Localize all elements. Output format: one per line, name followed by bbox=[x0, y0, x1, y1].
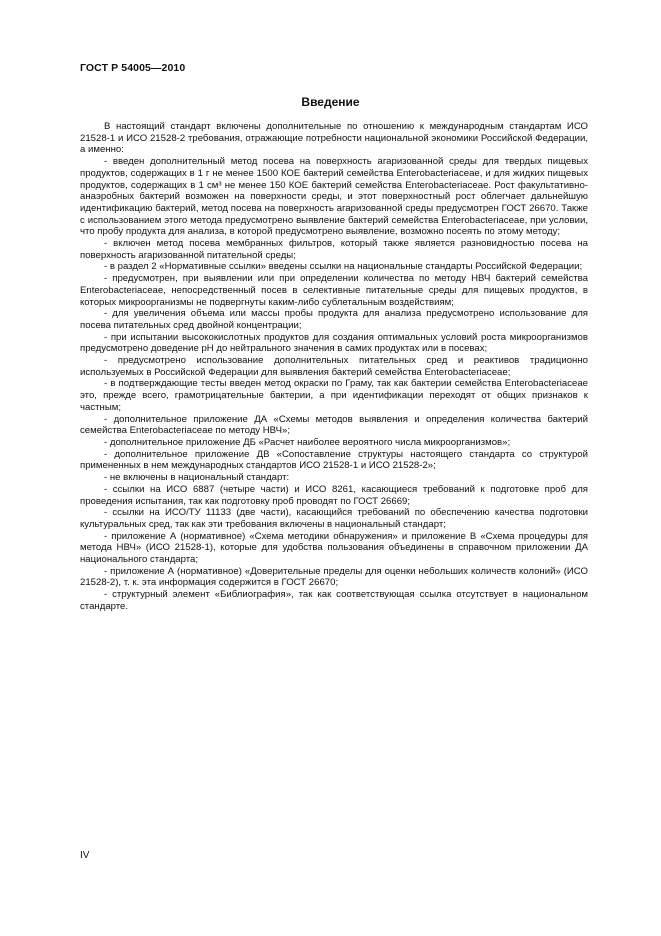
paragraph: - введен дополнительный метод посева на поверхность агаризованной среды для твердых пищевых продуктов, содержащих в 1 г не менее 1500 КОЕ бактерий семейства Enterobacteriaceae, и для жидких пищевых продуктов, содержащих в 1 см³ не менее 150 КОЕ бактерий семейства Enterobacteriaceae. Рост факультативно-анаэробных бактерий возможен на поверхности среды, и этот поверхностный рост облегчает дальнейшую идентификацию бактерий, метод посева на поверхность агаризованной среды предусмотрен ГОСТ 26670. Также с использованием этого метода предусмотрено выявление бактерий семейства Enterobacteriaceae, при условии, что пробу продукта для анализа, в которой предусмотрено выявление, возможно посеять по этому методу; bbox=[80, 156, 588, 238]
paragraph: - не включены в национальный стандарт: bbox=[104, 472, 290, 484]
paragraph: - в подтверждающие тесты введен метод окраски по Граму, так как бактерии семейства Enterobacteriaceae это, прежде всего, грамотрицательные бактерии, а при идентификации переходят от общих признаков к частным; bbox=[80, 378, 588, 413]
paragraph: - в раздел 2 «Нормативные ссылки» введены ссылки на национальные стандарты Российской Федерации; bbox=[104, 261, 583, 273]
paragraph: - для увеличения объема или массы пробы продукта для анализа предусмотрено использование для посева питательных сред двойной концентрации; bbox=[80, 308, 588, 331]
paragraph: - структурный элемент «Библиография», так как соответствующая ссылка отсутствует в национальном стандарте. bbox=[80, 589, 588, 612]
paragraph: - дополнительное приложение ДБ «Расчет наиболее вероятного числа микроорганизмов»; bbox=[104, 436, 511, 448]
paragraph: - дополнительное приложение ДА «Схемы методов выявления и определения количества бактерий семейства Enterobacteriaceae по методу НВЧ»; bbox=[80, 413, 588, 437]
document-header: ГОСТ Р 54005—2010 bbox=[80, 62, 186, 74]
section-title: Введение bbox=[301, 95, 360, 109]
paragraph: - ссылки на ИСО/ТУ 11133 (две части), касающийся требований по обеспечению качества подготовки культуральных сред, так как эти требования включены в национальный стандарт; bbox=[80, 507, 588, 530]
paragraph: В настоящий стандарт включены дополнительные по отношению к международным стандартам ИСО 21528-1 и ИСО 21528-2 требования, отражающие потребности национальной экономики Российской Федерации, а именно: bbox=[80, 121, 588, 156]
document-body bbox=[80, 121, 588, 613]
paragraph: - включен метод посева мембранных фильтров, который также является разновидностью посева на поверхность агаризованной питательной среды; bbox=[80, 238, 588, 261]
paragraph: - предусмотрено использование дополнительных питательных сред и реактивов традиционно используемых в Российской Федерации для выявления бактерий семейства Enterobacteriaceae; bbox=[80, 355, 588, 378]
paragraph: - предусмотрен, при выявлении или при определении количества по методу НВЧ бактерий семейства Enterobacteriaceae, непосредственный посев в селективные питательные среды для пищевых продуктов, в которых микроорганизмы не подвергнуты каким-либо сублетальным воздействиям; bbox=[80, 273, 588, 308]
paragraph: - дополнительное приложение ДВ «Сопоставление структуры настоящего стандарта со структурой примененных в нем международных стандартов ИСО 21528-1 и ИСО 21528-2»; bbox=[80, 448, 588, 472]
paragraph: - приложение А (нормативное) «Схема методики обнаружения» и приложение В «Схема процедуры для метода НВЧ» (ИСО 21528-1), которые для удобства пользования объединены в справочном приложении ДА национального стандарта; bbox=[80, 530, 588, 566]
paragraph: - приложение А (нормативное) «Доверительные пределы для оценки небольших количеств колоний» (ИСО 21528-2), т. к. эта информация содержится в ГОСТ 26670; bbox=[80, 565, 588, 589]
page-number: IV bbox=[80, 850, 90, 861]
paragraph: - ссылки на ИСО 6887 (четыре части) и ИСО 8261, касающиеся требований к подготовке проб для проведения испытания, так как подготовку проб проводят по ГОСТ 26669; bbox=[80, 483, 588, 507]
paragraph: - при испытании высококислотных продуктов для создания оптимальных условий роста микроорганизмов предусмотрено доведение рН до нейтрального значения в самих продуктах или в посевах; bbox=[80, 331, 588, 355]
